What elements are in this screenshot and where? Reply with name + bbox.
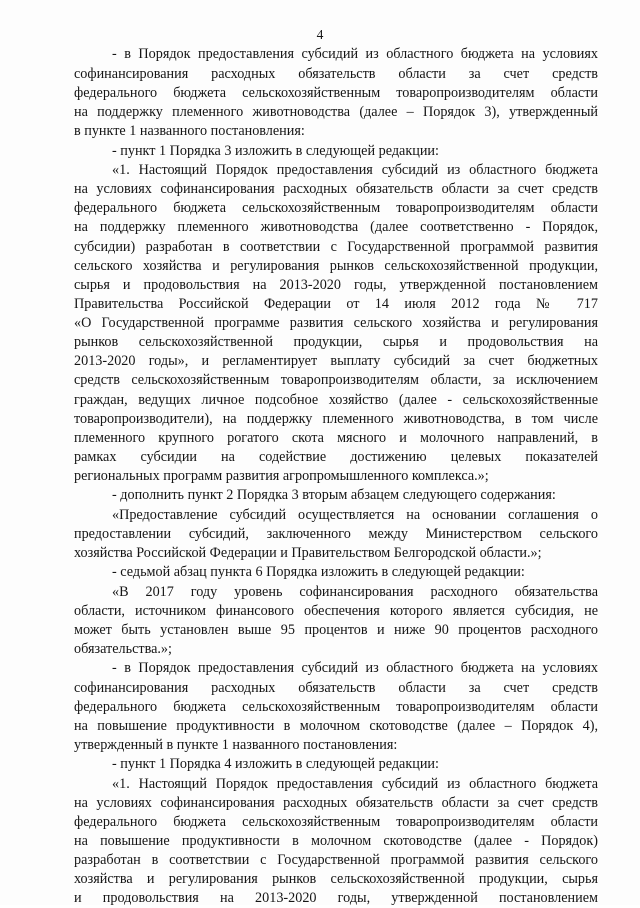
text-line: Правительства Российской Федерации от 14 июля 2012 года № 717 <box>74 296 598 312</box>
text-line: рынков сельскохозяйственной продукции, сырья и продовольствия на <box>74 334 598 350</box>
text-line: федерального бюджета сельскохозяйственным товаропроизводителям области <box>74 814 598 830</box>
text-line: «О Государственной программе развития сельского хозяйства и регулирования <box>74 315 598 331</box>
text-line: сельского хозяйства и регулирования рынков сельскохозяйственной продукции, <box>74 258 598 274</box>
text-line: - в Порядок предоставления субсидий из областного бюджета на условиях <box>112 46 598 62</box>
text-line: на повышение продуктивности в молочном скотоводстве (далее – Порядок 4), <box>74 718 598 734</box>
text-line: «Предоставление субсидий осуществляется на основании соглашения о <box>112 507 598 523</box>
text-line: - пункт 1 Порядка 3 изложить в следующей редакции: <box>112 143 439 159</box>
text-line: товаропроизводители), на поддержку племенного животноводства, в том числе <box>74 411 598 427</box>
text-line: на повышение продуктивности в молочном скотоводстве (далее - Порядок) <box>74 833 598 849</box>
text-line: может быть установлен выше 95 процентов и ниже 90 процентов расходного <box>74 622 598 638</box>
text-line: области, источником финансового обеспечения которого является субсидия, не <box>74 603 598 619</box>
text-line: - седьмой абзац пункта 6 Порядка изложить в следующей редакции: <box>112 564 525 580</box>
text-line: утвержденный в пункте 1 названного постановления: <box>74 737 398 753</box>
text-line: на условиях софинансирования расходных обязательств области за счет средств <box>74 181 598 197</box>
text-line: федерального бюджета сельскохозяйственным товаропроизводителям области <box>74 200 598 216</box>
text-line: 2013-2020 годы», и регламентирует выплату субсидий за счет бюджетных <box>74 353 598 369</box>
text-line: рамках субсидии на содействие достижению целевых показателей <box>74 449 598 465</box>
text-line: «1. Настоящий Порядок предоставления субсидий из областного бюджета <box>112 162 598 178</box>
text-line: «1. Настоящий Порядок предоставления субсидий из областного бюджета <box>112 776 598 792</box>
text-line: на поддержку племенного животноводства (далее соответственно - Порядок, <box>74 219 598 235</box>
text-line: предоставлении субсидий, заключенного между Министерством сельского <box>74 526 598 542</box>
text-line: - пункт 1 Порядка 4 изложить в следующей редакции: <box>112 756 439 772</box>
text-line: и продовольствия на 2013-2020 годы, утвержденной постановлением <box>74 890 598 906</box>
text-line: федерального бюджета сельскохозяйственным товаропроизводителям области <box>74 85 598 101</box>
page-number: 4 <box>316 27 324 42</box>
text-line: - в Порядок предоставления субсидий из областного бюджета на условиях <box>112 660 598 676</box>
text-line: граждан, ведущих личное подсобное хозяйство (далее - сельскохозяйственные <box>74 392 598 408</box>
text-line: хозяйства Российской Федерации и Правительством Белгородской области.»; <box>74 545 542 561</box>
text-line: хозяйства и регулирования рынков сельскохозяйственной продукции, сырья <box>74 871 598 887</box>
text-line: «В 2017 году уровень софинансирования расходного обязательства <box>112 584 598 600</box>
text-line: средств сельскохозяйственным товаропроизводителям области, за исключением <box>74 372 598 388</box>
text-line: на условиях софинансирования расходных обязательств области за счет средств <box>74 795 598 811</box>
text-line: сырья и продовольствия на 2013-2020 годы, утвержденной постановлением <box>74 277 598 293</box>
text-line: федерального бюджета сельскохозяйственным товаропроизводителям области <box>74 699 598 715</box>
text-line: в пункте 1 названного постановления: <box>74 123 305 139</box>
text-line: разработан в соответствии с Государственной программой развития сельского <box>74 852 598 868</box>
text-line: на поддержку племенного животноводства (далее – Порядок 3), утвержденный <box>74 104 598 120</box>
text-line: софинансирования расходных обязательств области за счет средств <box>74 680 598 696</box>
text-line: обязательства.»; <box>74 641 172 657</box>
text-line: племенного крупного рогатого скота мясного и молочного направлений, в <box>74 430 598 446</box>
text-line: региональных программ развития агропромышленного комплекса.»; <box>74 468 489 484</box>
text-line: софинансирования расходных обязательств области за счет средств <box>74 66 598 82</box>
text-line: - дополнить пункт 2 Порядка 3 вторым абзацем следующего содержания: <box>112 487 556 503</box>
text-line: субсидии) разработан в соответствии с Государственной программой развития <box>74 239 598 255</box>
